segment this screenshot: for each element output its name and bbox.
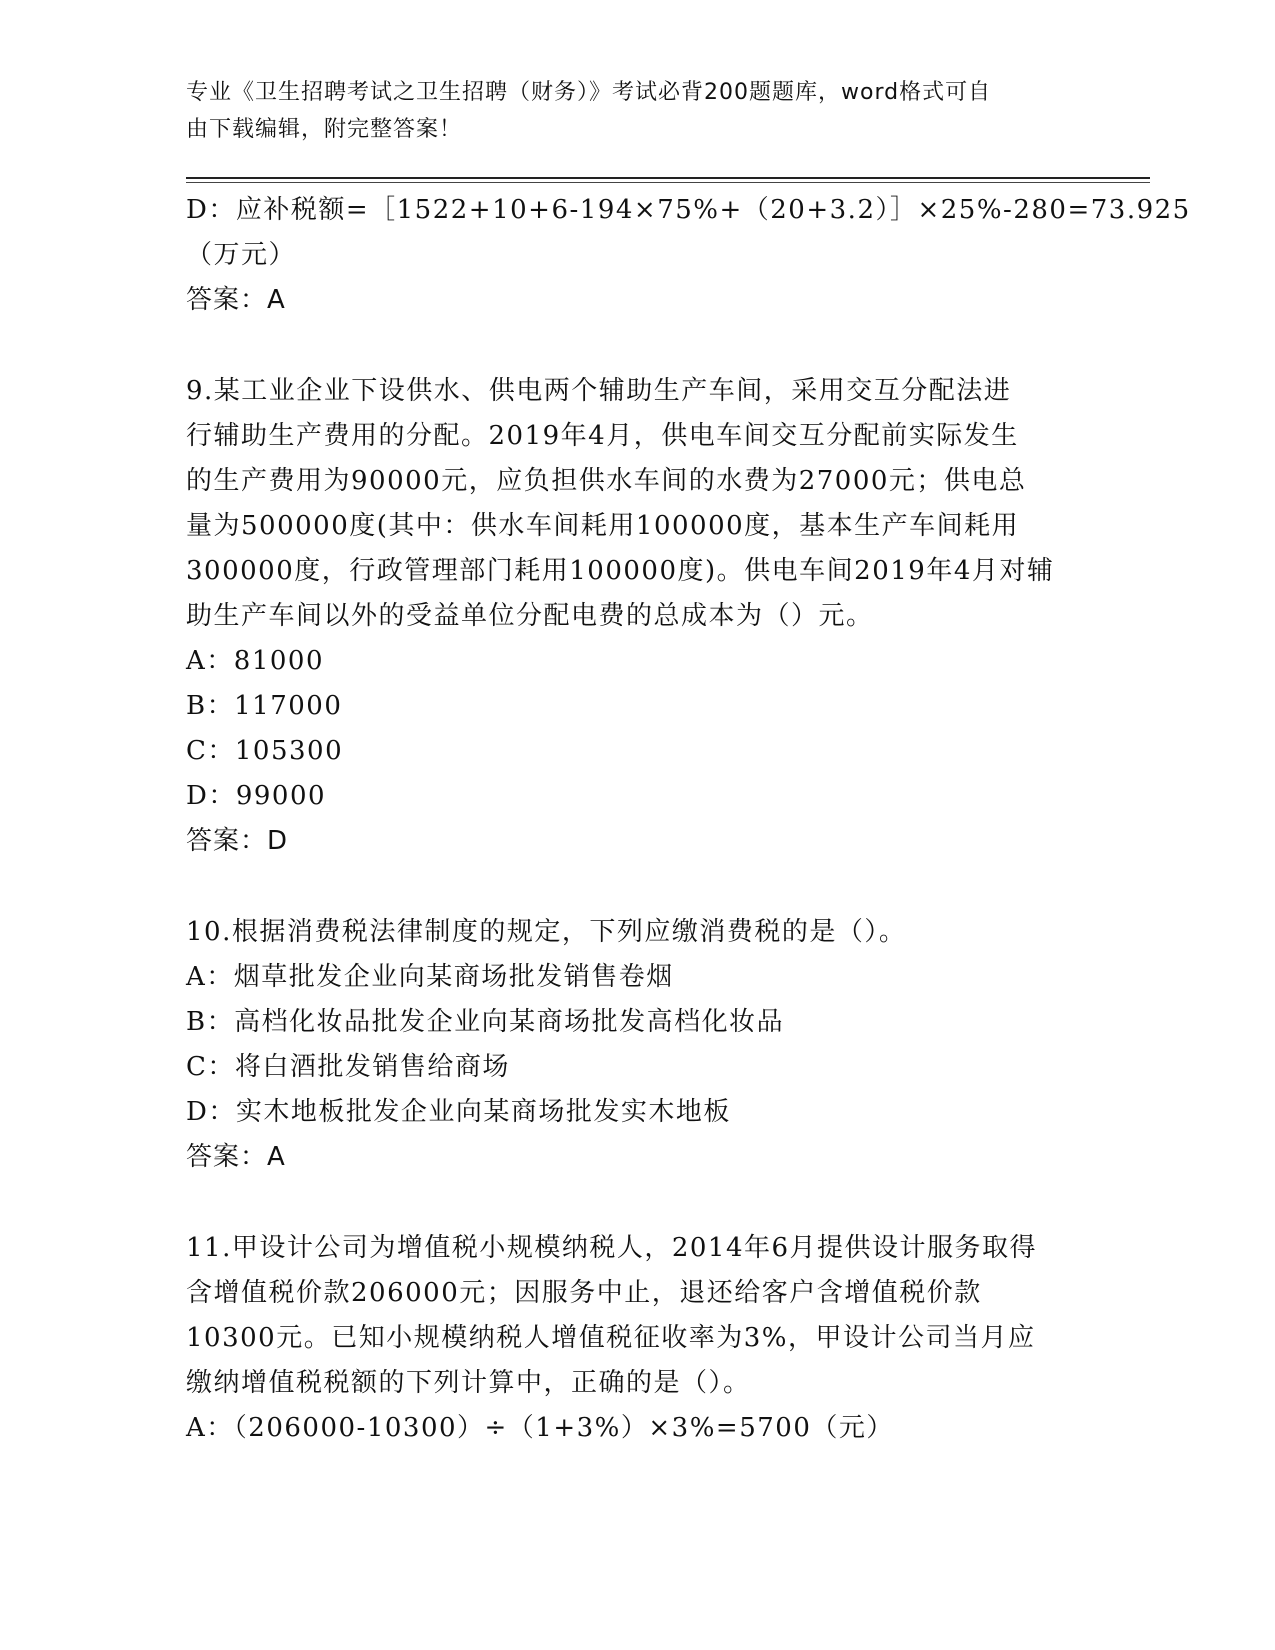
question-stem-line: 缴纳增值税税额的下列计算中，正确的是（）。 [186,1368,751,1398]
option-d: D：实木地板批发企业向某商场批发实木地板 [186,1097,731,1127]
option-d: D：99000 [186,781,327,811]
question-stem-line: 10.根据消费税法律制度的规定，下列应缴消费税的是（）。 [186,917,907,947]
option-c: C：105300 [186,736,344,766]
header-title-line-1: 专业《卫生招聘考试之卫生招聘（财务）》考试必背200题题库，word格式可自 [186,80,992,105]
option-a: A：烟草批发企业向某商场批发销售卷烟 [186,962,674,992]
question-stem-line: 的生产费用为90000元，应负担供水车间的水费为27000元；供电总 [186,466,1027,496]
previous-question-tail [186,188,1191,323]
question-stem-line: 行辅助生产费用的分配。2019年4月，供电车间交互分配前实际发生 [186,421,1019,451]
question-11 [186,1226,1086,1451]
document-body [186,188,1191,1451]
answer-line: 答案：A [186,1142,286,1172]
question-stem-line: 300000度，行政管理部门耗用100000度)。供电车间2019年4月对辅 [186,556,1055,586]
option-a: A：（206000-10300）÷（1+3%）×3%=5700（元） [186,1413,894,1443]
answer-line: 答案：A [186,285,286,315]
spacer [186,1180,1086,1226]
question-stem-line: 9.某工业企业下设供水、供电两个辅助生产车间，采用交互分配法进 [186,376,1012,406]
option-a: A：81000 [186,646,324,676]
option-c: C：将白酒批发销售给商场 [186,1052,510,1082]
answer-line: 答案：D [186,826,289,856]
question-stem-line: 11.甲设计公司为增值税小规模纳税人，2014年6月提供设计服务取得 [186,1233,1038,1263]
spacer [186,864,1086,910]
header-divider-thin [186,182,1150,183]
question-10 [186,910,1086,1180]
option-b: B：高档化妆品批发企业向某商场批发高档化妆品 [186,1007,785,1037]
header-title-line-2: 由下载编辑，附完整答案！ [186,117,463,142]
option-d: D：应补税额=［1522+10+6-194×75%+（20+3.2）］×25%-280=73.925 [186,195,1191,225]
option-b: B：117000 [186,691,343,721]
question-stem-line: 10300元。已知小规模纳税人增值税征收率为3%，甲设计公司当月应 [186,1323,1036,1353]
question-stem-line: 量为500000度(其中：供水车间耗用100000度，基本生产车间耗用 [186,511,1020,541]
question-stem-line: 含增值税价款206000元；因服务中止，退还给客户含增值税价款 [186,1278,982,1308]
spacer [186,323,1086,369]
question-9 [186,369,1086,864]
option-d-continued: （万元） [186,240,297,270]
question-stem-line: 助生产车间以外的受益单位分配电费的总成本为（）元。 [186,601,874,631]
header-divider [186,177,1150,179]
document-header [186,74,1066,148]
